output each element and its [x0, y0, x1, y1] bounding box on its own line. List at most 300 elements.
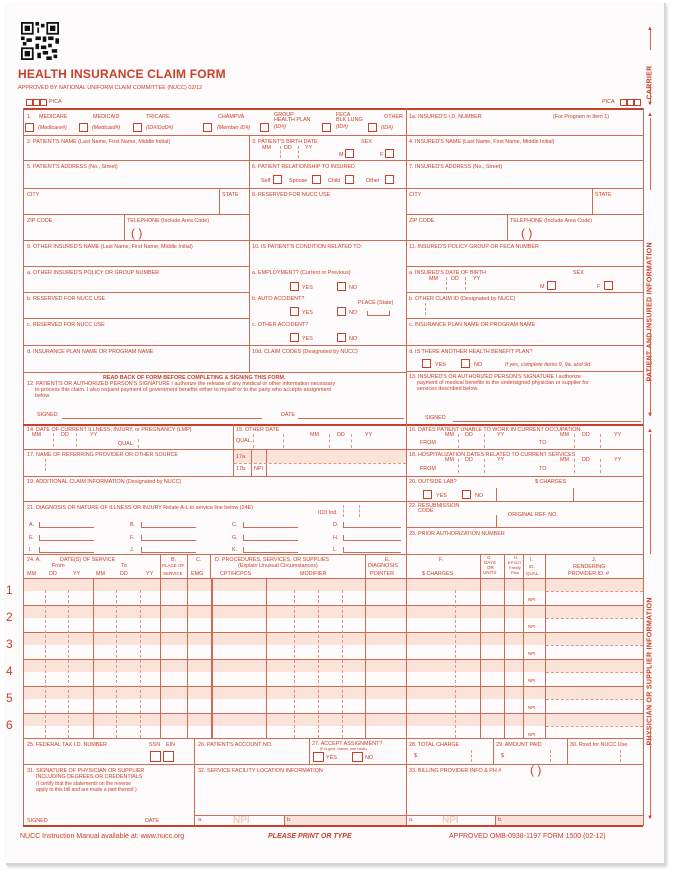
accept-assignment-yes-checkbox[interactable]	[313, 752, 324, 762]
patient-city-label: CITY	[27, 192, 40, 198]
field-17b-label: 17b.	[236, 466, 247, 472]
col-dash	[342, 590, 343, 738]
field-33-label: 33. BILLING PROVIDER INFO & PH #	[409, 768, 502, 774]
diag-c-field[interactable]	[243, 522, 298, 528]
outside-lab-no-label: NO	[475, 493, 484, 499]
another-plan-yes-checkbox[interactable]	[422, 359, 431, 368]
tricare-sub: (ID#/DoD#)	[146, 125, 174, 131]
field-27-note: (For govt. claims, see back)	[320, 747, 367, 751]
group-health-plan-checkbox[interactable]	[260, 123, 269, 132]
service-row-5-shade[interactable]	[24, 687, 545, 699]
medicare-sub: (Medicare#)	[38, 125, 67, 131]
another-plan-yes-label: YES	[435, 362, 446, 368]
col-j: J.	[592, 557, 597, 563]
champva-sub: (Member ID#)	[217, 125, 251, 131]
col-divider	[406, 578, 407, 738]
feca-label: FECA	[336, 112, 351, 118]
field-11b-label: b. OTHER CLAIM ID (Designated by NUCC)	[409, 296, 516, 302]
field-20-label: 20. OUTSIDE LAB?	[409, 479, 457, 485]
field-32b-field[interactable]	[285, 816, 406, 825]
frame-top	[23, 108, 643, 110]
champva-label: CHAMPVA	[218, 114, 245, 120]
diag-a-field[interactable]	[39, 522, 94, 528]
field-3-label: 3. PATIENT'S BIRTH DATE	[252, 139, 318, 145]
sex-label: SEX	[361, 139, 372, 145]
diag-b-field[interactable]	[141, 522, 196, 528]
rel-other: Other	[366, 178, 380, 184]
pica-box-r1[interactable]	[620, 99, 627, 106]
col-h-epsdt: EPSDT	[508, 560, 522, 565]
col-divider	[523, 578, 524, 738]
other-program-checkbox[interactable]	[368, 123, 377, 132]
patient-telephone-label: TELEPHONE (Include Area Code)	[127, 218, 210, 224]
another-plan-note: If yes, complete items 9, 9a, and 9d.	[505, 362, 592, 368]
col-to-yy: YY	[146, 571, 154, 577]
field-28-label: 28. TOTAL CHARGE	[409, 742, 460, 748]
col-24a: 24. A.	[27, 557, 41, 563]
row-line	[23, 188, 643, 189]
employment-yes-checkbox[interactable]	[290, 282, 299, 291]
outside-lab-yes-checkbox[interactable]	[423, 490, 432, 499]
diag-h-field[interactable]	[343, 535, 401, 541]
insured-dob-dd: DD	[451, 276, 459, 282]
col-divider	[480, 554, 481, 578]
sig12-line1: 12. PATIENT'S OR AUTHORIZED PERSON'S SIGNATURE I authorize the release of any medical or other information necessary	[27, 381, 336, 387]
row-npi: NPI	[528, 624, 536, 629]
col-d-cpt: CPT/HCPCS	[220, 571, 252, 577]
row-line	[23, 318, 249, 319]
tricare-checkbox[interactable]	[133, 123, 142, 132]
row-line	[23, 292, 249, 293]
col-divider	[160, 578, 161, 738]
f18-to: TO	[539, 466, 547, 472]
diag-f-label: F.	[130, 535, 135, 541]
diag-a-label: A.	[29, 522, 35, 528]
field-6-label: 6. PATIENT RELATIONSHIP TO INSURED	[252, 164, 355, 170]
field-19-label: 19. ADDITIONAL CLAIM INFORMATION (Designated by NUCC)	[27, 479, 182, 485]
pica-box-r2[interactable]	[627, 99, 634, 106]
row-npi: NPI	[528, 705, 536, 710]
arrow-down-icon: ▼	[647, 412, 653, 418]
row-dash	[234, 463, 406, 464]
diag-i-field[interactable]	[39, 547, 94, 553]
date-sep	[574, 434, 575, 448]
another-plan-no-label: NO	[474, 362, 483, 368]
field-4-label: 4. INSURED'S NAME (Last Name, First Name, Middle Initial)	[409, 139, 555, 145]
field-33a-label: a.	[409, 817, 414, 823]
footer-manual-link: NUCC Instruction Manual available at: www.nucc.org	[20, 833, 185, 840]
row-line	[23, 345, 643, 346]
ein-checkbox[interactable]	[163, 751, 174, 762]
date-sep	[283, 434, 284, 448]
col-divider	[210, 554, 211, 578]
col-from: From	[52, 563, 65, 569]
group-sub: (ID#)	[274, 124, 286, 130]
other-accident-yes-label: YES	[302, 336, 313, 342]
frame-bottom	[23, 825, 643, 827]
field-14-label: 14. DATE OF CURRENT ILLNESS, INJURY, or PREGNANCY (LMP)	[27, 427, 192, 433]
f16-from: FROM	[420, 440, 436, 446]
medicaid-label: MEDICAID	[93, 114, 120, 120]
service-row-2-shade[interactable]	[24, 606, 545, 618]
service-row-4-provider-shade[interactable]	[546, 660, 643, 672]
relationship-self-checkbox[interactable]	[273, 175, 282, 184]
date-sep	[53, 433, 54, 447]
col-divider	[573, 488, 574, 501]
ssn-label: SSN	[149, 742, 161, 748]
diag-k-field[interactable]	[243, 547, 298, 553]
service-row-1-provider-shade[interactable]	[546, 579, 643, 591]
f18-mm2: MM	[560, 457, 569, 463]
group-label: GROUP	[274, 112, 294, 118]
auto-accident-no-checkbox[interactable]	[337, 307, 346, 316]
ssn-checkbox[interactable]	[150, 751, 161, 762]
sig13-signed-label: SIGNED	[425, 415, 446, 421]
birth-mm: MM	[262, 145, 271, 151]
row-line	[23, 266, 249, 267]
col-h-plan: Plan	[511, 570, 520, 575]
pica-box-1[interactable]	[26, 99, 33, 106]
date-sep	[298, 146, 299, 158]
tricare-label: TRICARE	[146, 114, 170, 120]
state-divider	[219, 188, 220, 214]
diag-l-field[interactable]	[343, 547, 401, 553]
row-dash	[546, 726, 643, 727]
service-row-2-provider-shade[interactable]	[546, 606, 643, 618]
col-c-emg: EMG	[191, 571, 204, 577]
field-31-signed: SIGNED	[27, 818, 48, 824]
insured-sex-f-checkbox[interactable]	[604, 281, 613, 290]
medicare-checkbox[interactable]	[25, 123, 34, 132]
row-dash	[546, 645, 643, 646]
f16-yy1: YY	[497, 432, 505, 438]
col-divider	[187, 554, 188, 578]
field-22-code: CODE	[418, 508, 434, 514]
relationship-other-checkbox[interactable]	[385, 175, 394, 184]
f14-qual: QUAL.	[118, 441, 135, 447]
row-line	[23, 160, 643, 161]
row-line	[23, 135, 643, 136]
col-divider	[567, 738, 568, 764]
state-divider	[592, 188, 593, 214]
service-row-6-provider-shade[interactable]	[546, 714, 643, 726]
f14-yy: YY	[90, 432, 98, 438]
diag-k-label: K.	[232, 547, 238, 553]
diag-e-label: E.	[29, 535, 35, 541]
f16-to: TO	[539, 440, 547, 446]
place-state-label: PLACE (State)	[358, 300, 394, 306]
f16-dd2: DD	[582, 432, 590, 438]
col-mid-divider	[249, 135, 250, 372]
field-30-label: 30. Rsvd for NUCC Use	[570, 742, 628, 748]
service-row-3-shade[interactable]	[24, 633, 545, 645]
diag-l-label: L.	[333, 547, 338, 553]
accept-yes-label: YES	[326, 755, 337, 761]
service-row-6-shade[interactable]	[24, 714, 545, 726]
section-divider	[23, 424, 643, 426]
field-1a-label: 1a. INSURED'S I.D. NUMBER	[409, 114, 482, 120]
outside-lab-yes-label: YES	[436, 493, 447, 499]
accept-assignment-no-checkbox[interactable]	[352, 752, 363, 762]
sex-f-label: F	[380, 152, 384, 158]
field-sep	[425, 303, 426, 315]
feca-checkbox[interactable]	[322, 123, 331, 132]
patient-state-label: STATE	[222, 192, 239, 198]
auto-no-label: NO	[349, 310, 358, 316]
feca-label-2: BLK LUNG	[336, 117, 363, 123]
f15-mm: MM	[310, 432, 319, 438]
field-16-label: 16. DATES PATIENT UNABLE TO WORK IN CURRENT OCCUPATION	[409, 427, 581, 433]
col-b-place: PLACE OF	[162, 563, 185, 568]
date-sep	[600, 459, 601, 473]
diag-g-field[interactable]	[243, 535, 298, 541]
field-sep	[45, 459, 46, 471]
date-sep	[458, 459, 459, 473]
row-dash	[546, 699, 643, 700]
date-sep	[76, 433, 77, 447]
service-row-3-provider-shade[interactable]	[546, 633, 643, 645]
field-11d-label: d. IS THERE ANOTHER HEALTH BENEFIT PLAN?	[409, 349, 533, 355]
patient-insured-side-label: PATIENT AND INSURED INFORMATION	[646, 242, 654, 382]
physician-arrow-line-2	[650, 728, 651, 818]
col-g-or: OR	[487, 565, 494, 570]
auto-accident-yes-checkbox[interactable]	[290, 307, 299, 316]
insured-phone-paren: ( )	[521, 226, 533, 240]
field-32a-npi-watermark: NPI	[233, 815, 250, 826]
row-dash	[546, 591, 643, 592]
sig12-signed-label: SIGNED	[37, 412, 58, 418]
service-row-5-provider-shade[interactable]	[546, 687, 643, 699]
col-divider	[187, 578, 188, 738]
field-26-label: 26. PATIENT'S ACCOUNT NO.	[198, 742, 273, 748]
date-sep	[351, 434, 352, 448]
medicaid-checkbox[interactable]	[79, 123, 88, 132]
col-c: C.	[196, 557, 202, 563]
group-label-2: HEALTH PLAN	[274, 117, 311, 123]
field-33b-label: b.	[498, 817, 503, 823]
col-f: F.	[439, 557, 444, 563]
other-label: OTHER	[384, 114, 403, 120]
outside-lab-no-checkbox[interactable]	[462, 490, 471, 499]
field-27-label: 27. ACCEPT ASSIGNMENT?	[312, 741, 383, 747]
col-from-mm: MM	[27, 571, 36, 577]
col-h-family: Family	[509, 565, 521, 570]
field-15-label: 15. OTHER DATE	[236, 427, 280, 433]
col-g-units: UNITS	[483, 570, 497, 575]
sig13-line3: services described below.	[417, 386, 479, 392]
row-npi: NPI	[528, 678, 536, 683]
diag-c-label: C.	[232, 522, 238, 528]
service-row-number: 6	[6, 718, 13, 732]
f16-mm2: MM	[560, 432, 569, 438]
sig13-signed-line[interactable]	[453, 421, 641, 422]
f18-from: FROM	[420, 466, 436, 472]
col-to: To	[121, 563, 127, 569]
pica-box-2[interactable]	[33, 99, 40, 106]
field-33a-npi-watermark: NPI	[442, 815, 459, 826]
col-divider	[406, 738, 407, 825]
field-10b-label: b. AUTO ACCIDENT?	[252, 296, 305, 302]
diag-d-field[interactable]	[343, 522, 401, 528]
insured-sex-f-label: F	[597, 284, 601, 290]
f15-qual: QUAL.	[236, 438, 253, 444]
f18-dd1: DD	[465, 457, 473, 463]
insured-sex-m-label: M	[540, 284, 545, 290]
row-line	[23, 738, 643, 739]
field-11c-label: c. INSURANCE PLAN NAME OR PROGRAM NAME	[409, 322, 536, 328]
row-line	[23, 240, 643, 241]
diag-e-field[interactable]	[39, 535, 94, 541]
service-row-4-shade[interactable]	[24, 660, 545, 672]
birth-dd: DD	[284, 145, 292, 151]
patient-arrow-line-2	[650, 330, 651, 416]
qual-sep	[138, 439, 139, 448]
field-17-label: 17. NAME OF REFERRING PROVIDER OR OTHER SOURCE	[27, 452, 178, 458]
date-sep	[484, 459, 485, 473]
f18-yy2: YY	[614, 457, 622, 463]
field-17a-label: 17a.	[236, 454, 247, 460]
col-divider	[365, 554, 366, 578]
row-npi: NPI	[528, 651, 536, 656]
row-line	[406, 292, 643, 293]
sig12-date-line[interactable]	[298, 418, 404, 419]
col-to-mm: MM	[96, 571, 105, 577]
field-11-label: 11. INSURED'S POLICY GROUP OR FECA NUMBER	[409, 244, 539, 250]
employment-no-label: NO	[349, 285, 358, 291]
qr-code-icon	[21, 22, 59, 60]
field-9d-label: d. INSURANCE PLAN NAME OR PROGRAM NAME	[27, 349, 154, 355]
insured-city-label: CITY	[409, 192, 422, 198]
pica-label-left: PICA	[49, 99, 62, 105]
other-accident-no-checkbox[interactable]	[337, 333, 346, 342]
sex-m-label: M	[339, 152, 344, 158]
relationship-child-checkbox[interactable]	[345, 175, 354, 184]
row-line	[23, 501, 643, 502]
relationship-spouse-checkbox[interactable]	[312, 175, 321, 184]
frame-right	[643, 108, 644, 826]
col-e: E.	[385, 557, 391, 563]
original-ref-label: ORIGINAL REF. NO.	[508, 512, 558, 518]
diag-d-label: D.	[333, 522, 339, 528]
patient-sex-f-checkbox[interactable]	[385, 149, 394, 158]
service-row-number: 4	[6, 664, 13, 678]
col-g: G.	[487, 555, 492, 560]
row-dash	[546, 672, 643, 673]
birth-yy: YY	[305, 145, 313, 151]
col-from-dd: DD	[49, 571, 57, 577]
f14-mm: MM	[32, 432, 41, 438]
diag-j-field[interactable]	[141, 547, 196, 553]
paid-dollar: $	[501, 753, 504, 759]
diag-b-label: B.	[130, 522, 136, 528]
footer-print-notice: PLEASE PRINT OR TYPE	[268, 833, 352, 840]
col-d: D. PROCEDURES, SERVICES, OR SUPPLIES	[215, 557, 330, 563]
footer-omb-number: APPROVED OMB-0938-1197 FORM 1500 (02-12)	[449, 833, 606, 840]
employment-yes-label: YES	[302, 285, 313, 291]
col-to-dd: DD	[120, 571, 128, 577]
pica-box-r3[interactable]	[634, 99, 641, 106]
col-dash	[318, 590, 319, 738]
field-23-label: 23. PRIOR AUTHORIZATION NUMBER	[409, 531, 505, 537]
insured-dob-yy: YY	[473, 276, 481, 282]
f18-dd2: DD	[582, 457, 590, 463]
place-state-field[interactable]	[367, 311, 390, 316]
diag-f-field[interactable]	[141, 535, 196, 541]
col-dash	[45, 590, 46, 738]
col-dash	[140, 590, 141, 738]
field-32a-label: a.	[198, 817, 203, 823]
date-sep	[280, 146, 281, 158]
other-accident-yes-checkbox[interactable]	[290, 333, 299, 342]
carrier-side-label: CARRIER	[646, 65, 654, 100]
arrow-up-icon: ▲	[647, 428, 653, 434]
field-32-label: 32. SERVICE FACILITY LOCATION INFORMATION	[198, 768, 323, 774]
sig12-date-label: DATE	[281, 412, 295, 418]
col-divider	[496, 515, 497, 527]
f15-yy: YY	[365, 432, 373, 438]
icd-sep	[343, 505, 344, 517]
medicare-label: MEDICARE	[39, 114, 68, 120]
row-dash	[546, 618, 643, 619]
feca-sub: (ID#)	[336, 124, 348, 130]
another-plan-no-checkbox[interactable]	[461, 359, 470, 368]
f18-yy1: YY	[497, 457, 505, 463]
form-title: HEALTH INSURANCE CLAIM FORM	[18, 67, 226, 81]
cents-sep	[620, 750, 621, 762]
champva-checkbox[interactable]	[203, 123, 212, 132]
col-dash	[68, 590, 69, 738]
employment-no-checkbox[interactable]	[337, 282, 346, 291]
accept-no-label: NO	[365, 755, 374, 761]
row-line	[23, 764, 643, 765]
f18-mm1: MM	[445, 457, 454, 463]
icd-sep	[359, 505, 360, 517]
f16-mm1: MM	[445, 432, 454, 438]
arrow-down-icon: ▼	[647, 101, 653, 107]
field-9-label: 9. OTHER INSURED'S NAME (Last Name, First Name, Middle Initial)	[27, 244, 193, 250]
sig12-signed-line[interactable]	[62, 418, 262, 419]
field-17b-npi: NPI	[254, 466, 263, 472]
field-2-label: 2. PATIENT'S NAME (Last Name, First Name, Middle Initial)	[27, 139, 171, 145]
col-d-modifier: MODIFIER	[300, 571, 327, 577]
col-j-provider: PROVIDER ID. #	[568, 571, 610, 577]
col-divider	[211, 578, 213, 738]
col-divider	[504, 578, 505, 738]
service-row-1-shade[interactable]	[24, 579, 545, 591]
patient-sex-m-checkbox[interactable]	[345, 149, 354, 158]
patient-phone-paren: ( )	[131, 226, 143, 240]
sig12-line3: below.	[35, 393, 51, 399]
field-22-label: 22. RESUBMISSION	[409, 503, 460, 509]
field-33b-field[interactable]	[496, 816, 643, 825]
col-divider	[93, 578, 94, 738]
cents-sep	[471, 750, 472, 762]
field-10-label: 10. IS PATIENT'S CONDITION RELATED TO:	[252, 244, 363, 250]
col-divider	[365, 578, 366, 738]
field-8-label: 8. RESERVED FOR NUCC USE	[252, 192, 331, 198]
service-row-number: 5	[6, 691, 13, 705]
insured-sex-m-checkbox[interactable]	[547, 281, 556, 290]
col-dash	[455, 590, 456, 738]
pica-box-3[interactable]	[40, 99, 47, 106]
total-dollar: $	[414, 753, 417, 759]
sig12-line2: to process this claim. I also request payment of government benefits either to myself or to the party who accepts assignment	[35, 387, 332, 393]
service-row-number: 1	[6, 583, 13, 597]
field-9b-label: b. RESERVED FOR NUCC USE	[27, 296, 106, 302]
date-sep	[484, 434, 485, 448]
col-f-charges: $ CHARGES	[422, 571, 454, 577]
cents-sep	[550, 750, 551, 762]
